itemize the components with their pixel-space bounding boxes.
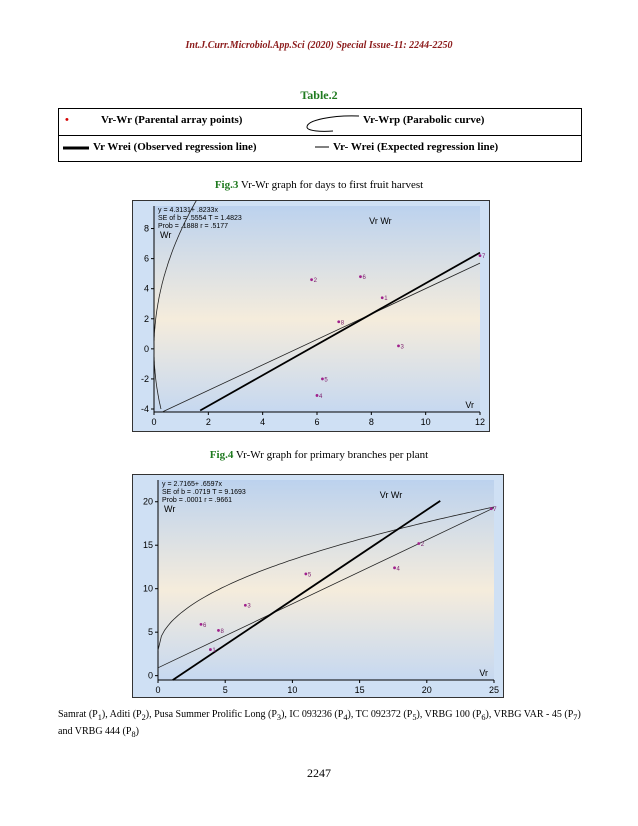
- table-title: Table.2: [300, 88, 338, 102]
- parent-key-footnote: Samrat $(P_1)$, Aditi $(P_2)$, Pusa Summer Prolific Long $(P_3)$, IC 093236 $(P_4)$, TC 092372 $(P_5)$, VRBG 100 $(P_6)$, VRBG VAR - 45 $(P_7)$ and VRBG 444 $(P_8)$: [58, 709, 581, 739]
- parent-point-label: 3: [400, 344, 404, 351]
- parent-point-label: 1: [212, 648, 216, 655]
- parent-point-3: [397, 344, 400, 347]
- y-tick-label: 20: [142, 496, 153, 507]
- x-tick-label: 5: [222, 685, 228, 695]
- parent-point-label: 6: [362, 275, 366, 282]
- parental-point-symbol: •: [65, 114, 69, 126]
- expected-line-symbol: [315, 145, 329, 149]
- parent-point-1: [209, 648, 212, 651]
- y-tick-label: 6: [143, 253, 149, 264]
- legend-parabolic-label: Vr-Wrp (Parabolic curve): [363, 114, 485, 126]
- parent-point-5: [321, 378, 324, 381]
- x-tick-label: 10: [420, 417, 431, 427]
- page-number: 2247: [307, 766, 331, 780]
- x-axis-label: Vr: [465, 400, 474, 410]
- parent-point-label: 5: [307, 572, 312, 579]
- legend-row-1: [59, 109, 581, 136]
- chart-title: Vr Wr: [369, 216, 392, 226]
- y-tick-label: 4: [143, 283, 149, 294]
- parent-point-label: 6: [203, 622, 207, 629]
- y-tick-label: 5: [147, 627, 153, 638]
- parent-point-8: [337, 320, 340, 323]
- parent-point-4: [316, 394, 319, 397]
- parent-point-1: [381, 296, 384, 299]
- y-tick-label: 8: [143, 223, 149, 234]
- x-tick-label: 15: [354, 685, 365, 695]
- regression-stat: Prob = .0001 r = .9661: [162, 497, 233, 504]
- parent-point-2: [417, 542, 420, 545]
- parent-point-7: [479, 254, 482, 257]
- fig3-label: Fig.3: [214, 179, 239, 191]
- fig3-vr-wr-chart: [132, 200, 490, 432]
- x-tick-label: 12: [474, 417, 486, 427]
- x-tick-label: 0: [155, 685, 161, 695]
- parent-point-label: 4: [319, 393, 323, 400]
- y-tick-label: -4: [140, 403, 149, 414]
- x-tick-label: 0: [151, 417, 157, 427]
- x-tick-label: 4: [260, 417, 266, 427]
- parent-point-6: [200, 623, 203, 626]
- x-tick-label: 8: [368, 417, 374, 427]
- legend-table: [58, 108, 582, 162]
- parent-point-label: 4: [396, 566, 400, 573]
- parent-point-label: 7: [493, 507, 497, 514]
- parent-point-2: [310, 278, 313, 281]
- y-tick-label: 0: [143, 343, 149, 354]
- x-tick-label: 25: [488, 685, 500, 695]
- x-tick-label: 20: [421, 685, 432, 695]
- y-tick-label: 15: [142, 540, 153, 551]
- fig4-caption-text: Vr-Wr graph for primary branches per plant: [233, 449, 429, 461]
- x-tick-label: 2: [205, 417, 211, 427]
- regression-stat: SE of b = .5554 T = 1.4823: [158, 215, 242, 222]
- legend-observed-label: Vr Wrei (Observed regression line): [93, 141, 257, 153]
- y-axis-label: Wr: [160, 230, 172, 240]
- parent-point-5: [304, 573, 307, 576]
- legend-row-2: [59, 136, 581, 161]
- regression-stat: SE of b = .0719 T = 9.1693: [162, 489, 246, 496]
- parent-point-label: 5: [324, 377, 328, 384]
- parent-point-label: 8: [340, 320, 345, 327]
- y-tick-label: 2: [143, 313, 149, 324]
- x-tick-label: 10: [287, 685, 298, 695]
- x-tick-label: 6: [314, 417, 320, 427]
- regression-stat: Prob = .1888 r = .5177: [158, 223, 229, 230]
- parent-point-label: 8: [220, 628, 224, 635]
- journal-header: Int.J.Curr.Microbiol.App.Sci (2020) Special Issue-11: 2244-2250: [185, 40, 453, 51]
- y-tick-label: 0: [147, 670, 153, 681]
- y-axis-label: Wr: [164, 504, 176, 514]
- parent-point-4: [393, 566, 396, 569]
- fig4-caption: [0, 449, 638, 461]
- x-axis-label: Vr: [479, 668, 488, 678]
- fig3-caption: [0, 179, 638, 191]
- parent-point-3: [244, 604, 247, 607]
- chart-title: Vr Wr: [379, 490, 403, 500]
- fig4-label: Fig.4: [209, 449, 234, 461]
- y-tick-label: 10: [142, 583, 153, 594]
- parent-point-label: 2: [313, 278, 317, 285]
- y-tick-label: -2: [140, 373, 149, 384]
- parent-point-label: 3: [247, 603, 251, 610]
- observed-line-symbol: [63, 145, 89, 151]
- regression-stat: y = 4.3131+ .8233x: [158, 207, 218, 214]
- parent-point-8: [217, 629, 220, 632]
- regression-stat: y = 2.7165+ .6597x: [162, 481, 222, 488]
- parabolic-curve-symbol: [303, 112, 363, 134]
- parent-point-6: [359, 275, 362, 278]
- legend-parental-label: Vr-Wr (Parental array points): [101, 114, 243, 126]
- plot-area: [154, 206, 480, 412]
- fig4-vr-wr-chart: [132, 474, 504, 698]
- parent-point-label: 2: [420, 541, 425, 548]
- parent-point-7: [490, 507, 493, 510]
- legend-expected-label: Vr- Wrei (Expected regression line): [333, 141, 499, 153]
- parent-point-label: 7: [482, 254, 486, 261]
- parent-point-label: 1: [384, 296, 388, 303]
- fig3-caption-text: Vr-Wr graph for days to first fruit harvest: [238, 179, 424, 191]
- plot-area: [158, 480, 494, 680]
